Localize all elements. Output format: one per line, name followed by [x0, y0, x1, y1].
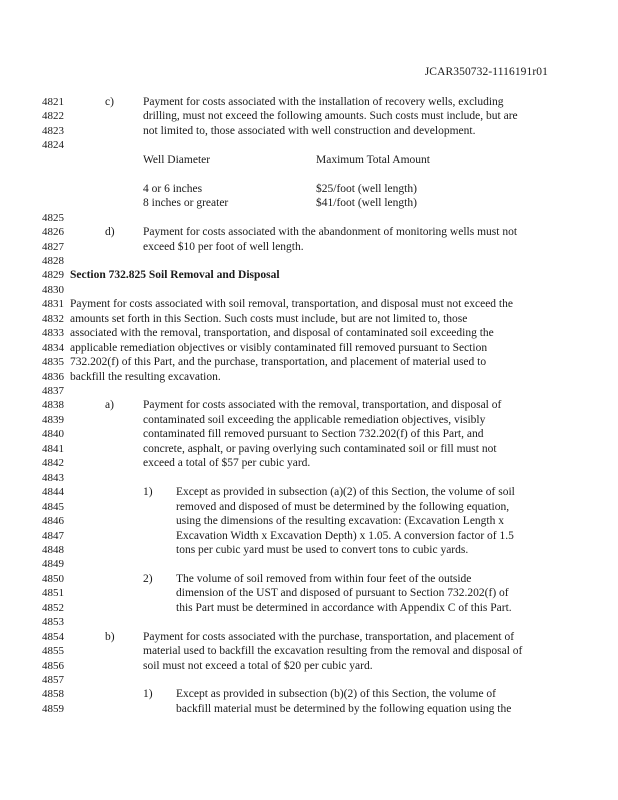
line-text: Payment for costs associated with the removal, transportation, and disposal of	[143, 399, 502, 412]
line-text: Except as provided in subsection (b)(2) of this Section, the volume of	[176, 688, 497, 701]
document-line	[0, 601, 618, 615]
line-text: Payment for costs associated with soil removal, transportation, and disposal must not exceed the	[70, 298, 513, 311]
line-text: Excavation Width x Excavation Depth) x 1.05. A conversion factor of 1.5	[176, 529, 514, 542]
line-number: 4846	[42, 515, 64, 528]
document-line	[0, 615, 618, 629]
subsection-label: c)	[105, 96, 114, 108]
line-text: not limited to, those associated with well construction and development.	[143, 124, 476, 137]
document-line	[0, 514, 618, 528]
document-line	[0, 370, 618, 384]
document-line	[0, 398, 618, 412]
document-line	[0, 341, 618, 355]
document-line	[0, 167, 618, 181]
line-text: The volume of soil removed from within four feet of the outside	[176, 572, 472, 585]
document-line	[0, 702, 618, 716]
document-line	[0, 384, 618, 398]
line-number: 4829	[42, 269, 64, 282]
line-text: 8 inches or greater	[143, 197, 229, 210]
document-line	[0, 673, 618, 687]
subsection-label: d)	[105, 226, 115, 239]
document-line	[0, 442, 618, 456]
line-text: removed and disposed of must be determined by the following equation,	[176, 500, 510, 513]
line-number: 4858	[42, 688, 64, 701]
document-line	[0, 572, 618, 586]
line-number: 4847	[42, 529, 64, 542]
line-number: 4824	[42, 139, 64, 152]
line-text: applicable remediation objectives or visibly contaminated fill removed pursuant to Section	[70, 341, 488, 354]
line-text: material used to backfill the excavation resulting from the removal and disposal of	[143, 645, 523, 658]
subsection-label: 1)	[143, 688, 153, 701]
table-cell-amount: Maximum Total Amount	[316, 153, 430, 166]
line-text: contaminated fill removed pursuant to Section 732.202(f) of this Part, and	[143, 428, 484, 441]
document-line	[0, 95, 618, 109]
subsection-label: b)	[105, 630, 115, 643]
line-text: backfill material must be determined by the following equation using the	[176, 702, 512, 715]
line-number: 4843	[42, 471, 64, 484]
line-number: 4853	[42, 616, 64, 629]
line-number: 4857	[42, 674, 64, 686]
document-line	[0, 557, 618, 571]
document-line	[0, 630, 618, 644]
document-id-header: JCAR350732-1116191r01	[424, 66, 548, 78]
line-text: Payment for costs associated with the installation of recovery wells, excluding	[143, 96, 504, 108]
document-line	[0, 413, 618, 427]
line-text: 732.202(f) of this Part, and the purchase, transportation, and placement of material used to	[70, 356, 487, 369]
line-text: Except as provided in subsection (a)(2) of this Section, the volume of soil	[176, 486, 515, 499]
line-number: 4849	[42, 558, 64, 571]
document-line	[0, 355, 618, 369]
subsection-label: 1)	[143, 486, 153, 499]
document-line	[0, 283, 618, 297]
line-number: 4841	[42, 442, 64, 455]
line-text: concrete, asphalt, or paving overlying such contaminated soil or fill must not	[143, 442, 497, 455]
document-line	[0, 254, 618, 268]
line-text: soil must not exceed a total of $20 per cubic yard.	[143, 659, 373, 672]
line-number: 4851	[42, 587, 64, 600]
document-line	[0, 211, 618, 225]
line-number: 4850	[42, 572, 64, 585]
document-line	[0, 485, 618, 499]
line-text: backfill the resulting excavation.	[70, 370, 221, 383]
document-line	[0, 225, 618, 239]
line-number: 4826	[42, 226, 64, 239]
line-number: 4831	[42, 298, 64, 311]
line-number: 4840	[42, 428, 64, 441]
line-number: 4836	[42, 370, 64, 383]
document-line	[0, 138, 618, 152]
document-line	[0, 427, 618, 441]
document-line	[0, 456, 618, 470]
document-line	[0, 659, 618, 673]
line-number: 4854	[42, 630, 64, 643]
line-text: associated with the removal, transportation, and disposal of contaminated soil exceeding the	[70, 327, 494, 340]
line-number: 4842	[42, 457, 64, 470]
line-text: 4 or 6 inches	[143, 182, 203, 195]
line-number: 4839	[42, 413, 64, 426]
line-text: Payment for costs associated with the purchase, transportation, and placement of	[143, 630, 515, 643]
document-line	[0, 644, 618, 658]
document-line	[0, 240, 618, 254]
line-number: 4821	[42, 96, 64, 108]
section-heading: Section 732.825 Soil Removal and Disposal	[70, 269, 280, 282]
document-line	[0, 196, 618, 210]
subsection-label: a)	[105, 399, 114, 412]
line-number: 4834	[42, 341, 64, 354]
line-number: 4827	[42, 240, 64, 253]
line-number: 4833	[42, 327, 64, 340]
line-number: 4859	[42, 702, 64, 715]
line-text: exceed $10 per foot of well length.	[143, 240, 304, 253]
line-number: 4830	[42, 283, 64, 296]
document-line	[0, 529, 618, 543]
document-line	[0, 153, 618, 167]
line-text: Well Diameter	[143, 153, 211, 166]
document-line	[0, 500, 618, 514]
line-text: drilling, must not exceed the following amounts. Such costs must include, but are	[143, 110, 518, 123]
line-text: this Part must be determined in accordance with Appendix C of this Part.	[176, 601, 512, 614]
document-line	[0, 124, 618, 138]
line-number: 4832	[42, 312, 64, 325]
line-number: 4835	[42, 356, 64, 369]
line-number: 4838	[42, 399, 64, 412]
line-text: contaminated soil exceeding the applicable remediation objectives, visibly	[143, 413, 486, 426]
document-line	[0, 182, 618, 196]
document-line	[0, 543, 618, 557]
line-number: 4845	[42, 500, 64, 513]
document-line	[0, 312, 618, 326]
document-line	[0, 687, 618, 701]
document-line	[0, 109, 618, 123]
document-line	[0, 297, 618, 311]
document-line	[0, 326, 618, 340]
document-line	[0, 586, 618, 600]
line-number: 4844	[42, 486, 64, 499]
line-text: using the dimensions of the resulting excavation: (Excavation Length x	[176, 515, 504, 528]
line-number: 4848	[42, 543, 64, 556]
line-text: tons per cubic yard must be used to convert tons to cubic yards.	[176, 543, 469, 556]
line-text: amounts set forth in this Section. Such costs must include, but are not limited to, those	[70, 312, 468, 325]
line-number: 4825	[42, 211, 64, 224]
table-cell-amount: $25/foot (well length)	[316, 182, 417, 195]
line-number: 4823	[42, 124, 64, 137]
line-text: Payment for costs associated with the abandonment of monitoring wells must not	[143, 226, 518, 239]
line-number: 4852	[42, 601, 64, 614]
line-number: 4828	[42, 254, 64, 267]
document-line	[0, 268, 618, 282]
line-text: exceed a total of $57 per cubic yard.	[143, 457, 311, 470]
document-line	[0, 471, 618, 485]
line-number: 4855	[42, 645, 64, 658]
line-text: dimension of the UST and disposed of pursuant to Section 732.202(f) of	[176, 587, 509, 600]
table-cell-amount: $41/foot (well length)	[316, 197, 417, 210]
line-number: 4856	[42, 659, 64, 672]
line-number: 4837	[42, 385, 64, 397]
line-number: 4822	[42, 110, 64, 123]
subsection-label: 2)	[143, 572, 153, 585]
